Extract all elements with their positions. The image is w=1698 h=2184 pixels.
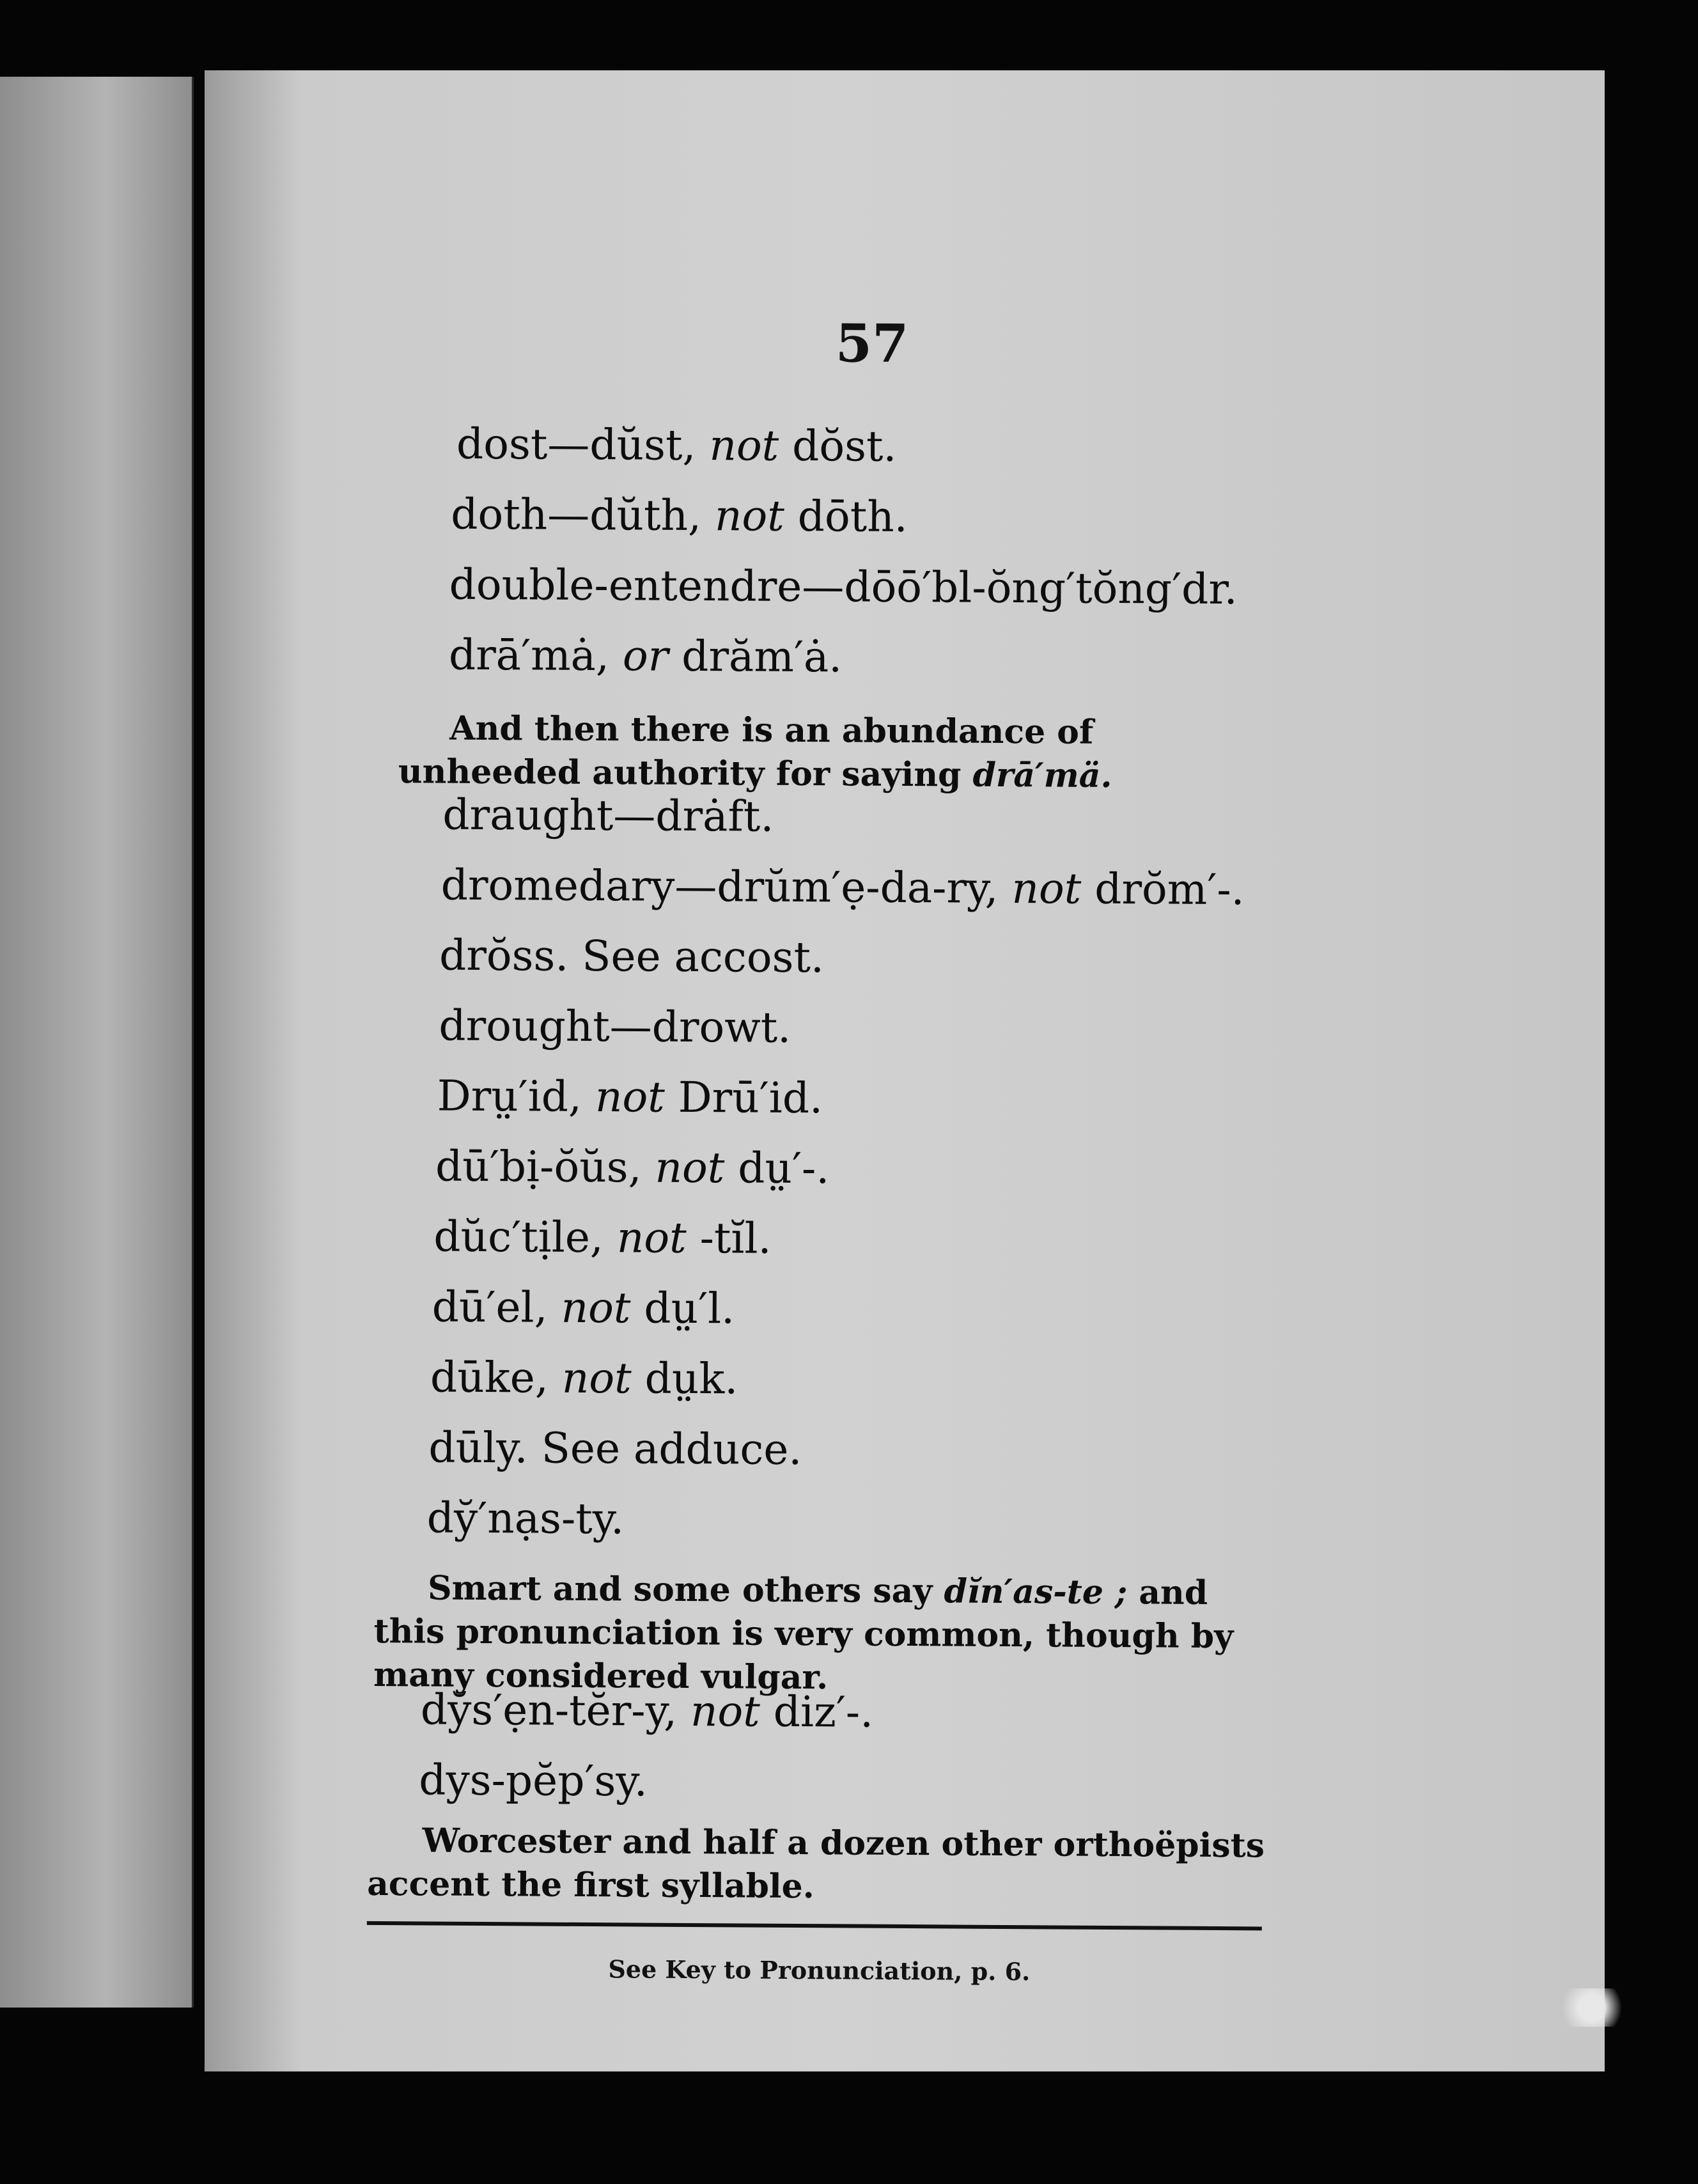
footer-key-note: See Key to Pronunciation, p. 6. [608, 1954, 1031, 1986]
entry-duel: dū′el, not dṳ′l. [432, 1282, 735, 1334]
entry-draught: draught—drȧft. [442, 790, 774, 841]
entry-drought: drought—drowt. [439, 1001, 791, 1052]
footer-rule [367, 1921, 1262, 1931]
facing-page-edge [0, 77, 194, 2008]
entry-dyspepsy: dys-pĕp′sy. [418, 1755, 648, 1806]
entry-dynasty: dy̆′nạs-ty. [426, 1493, 625, 1544]
entry-dross: drŏss. See accost. [439, 930, 825, 983]
entry-dromedary: dromedary—drŭm′ẹ-da-ry, not drŏm′-. [440, 860, 1245, 915]
entry-doth: doth—dŭth, not dōth. [451, 489, 908, 542]
entry-dost: dost—dŭst, not dŏst. [456, 419, 897, 471]
entry-druid: Drṳ′id, not Drū′id. [437, 1071, 823, 1123]
entry-dysentery: dy̆s′ẹn-tĕr-y, not diz′-. [420, 1685, 874, 1737]
entry-duke: dūke, not dṳk. [430, 1352, 738, 1404]
book-page [205, 70, 1605, 2071]
entry-duly: dūly. See adduce. [428, 1423, 802, 1475]
scan-speck [1554, 1988, 1630, 2027]
note-dyspepsy: Worcester and half a dozen other orthoëpists accent the first syllable. [367, 1821, 1265, 1907]
entry-dubious: dū′bị-ŏŭs, not dṳ′-. [435, 1141, 830, 1194]
entry-ductile: dŭc′tịle, not -tĭl. [433, 1212, 772, 1263]
note-dynasty: Smart and some others say dĭn′as-te ; and this pronunciation is very common, though by many considered vulgar. [373, 1568, 1234, 1697]
entry-double-entendre: double-entendre—dōō′bl-ŏng′tŏng′dr. [449, 559, 1238, 614]
note-drama: And then there is an abundance of unheeded authority for saying drā′mä. [398, 708, 1112, 795]
entry-drama: drā′mȧ, or drăm′ȧ. [448, 630, 843, 682]
page-number: 57 [835, 313, 909, 375]
